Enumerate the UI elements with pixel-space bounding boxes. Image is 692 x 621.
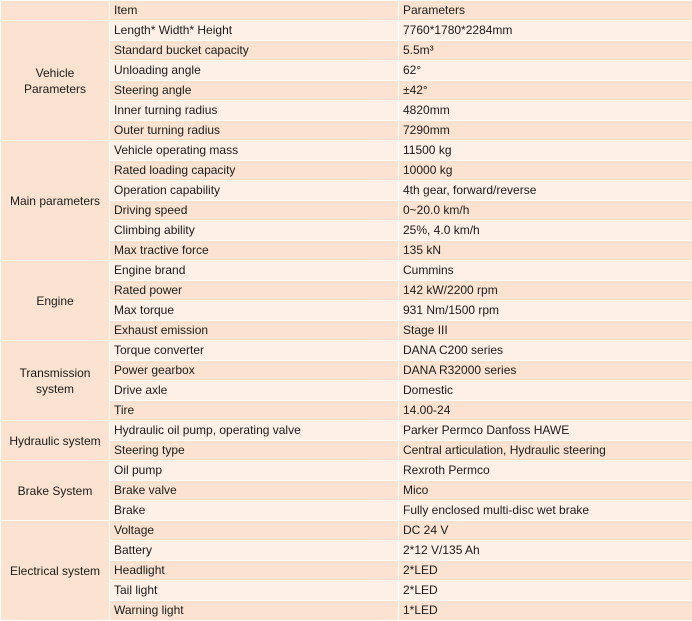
value-cell: 10000 kg: [399, 161, 692, 181]
value-cell: 931 Nm/1500 rpm: [399, 301, 692, 321]
header-group-cell: [1, 1, 110, 21]
item-cell: Torque converter: [110, 341, 399, 361]
group-label: Transmission system: [1, 341, 110, 421]
value-cell: Central articulation, Hydraulic steering: [399, 441, 692, 461]
item-cell: Voltage: [110, 521, 399, 541]
item-cell: Climbing ability: [110, 221, 399, 241]
value-cell: 2*LED: [399, 561, 692, 581]
group-label: Electrical system: [1, 521, 110, 621]
value-cell: 4th gear, forward/reverse: [399, 181, 692, 201]
value-cell: 5.5m³: [399, 41, 692, 61]
item-cell: Tail light: [110, 581, 399, 601]
table-row: [1, 341, 692, 361]
table-header-row: [1, 1, 692, 21]
group-label: Brake System: [1, 461, 110, 521]
item-cell: Tire: [110, 401, 399, 421]
item-cell: Unloading angle: [110, 61, 399, 81]
item-cell: Driving speed: [110, 201, 399, 221]
value-cell: DANA C200 series: [399, 341, 692, 361]
item-cell: Warning light: [110, 601, 399, 621]
item-cell: Rated power: [110, 281, 399, 301]
item-cell: Battery: [110, 541, 399, 561]
item-cell: Headlight: [110, 561, 399, 581]
item-cell: Hydraulic oil pump, operating valve: [110, 421, 399, 441]
table-row: [1, 21, 692, 41]
value-cell: 142 kW/2200 rpm: [399, 281, 692, 301]
value-cell: 11500 kg: [399, 141, 692, 161]
item-cell: Operation capability: [110, 181, 399, 201]
group-label: Vehicle Parameters: [1, 21, 110, 141]
table-row: [1, 141, 692, 161]
table-row: [1, 461, 692, 481]
item-cell: Brake valve: [110, 481, 399, 501]
item-cell: Vehicle operating mass: [110, 141, 399, 161]
item-cell: Rated loading capacity: [110, 161, 399, 181]
item-cell: Brake: [110, 501, 399, 521]
group-label: Hydraulic system: [1, 421, 110, 461]
value-cell: Stage III: [399, 321, 692, 341]
item-cell: Engine brand: [110, 261, 399, 281]
item-cell: Outer turning radius: [110, 121, 399, 141]
item-cell: Max torque: [110, 301, 399, 321]
value-cell: 25%, 4.0 km/h: [399, 221, 692, 241]
value-cell: DC 24 V: [399, 521, 692, 541]
value-cell: Rexroth Permco: [399, 461, 692, 481]
value-cell: Mico: [399, 481, 692, 501]
spec-table-body: [1, 1, 692, 621]
value-cell: 7760*1780*2284mm: [399, 21, 692, 41]
value-cell: Parker Permco Danfoss HAWE: [399, 421, 692, 441]
value-cell: Cummins: [399, 261, 692, 281]
table-row: [1, 521, 692, 541]
group-label: Main parameters: [1, 141, 110, 261]
item-cell: Oil pump: [110, 461, 399, 481]
header-parameters: Parameters: [399, 1, 692, 21]
item-cell: Inner turning radius: [110, 101, 399, 121]
value-cell: 14.00-24: [399, 401, 692, 421]
item-cell: Steering angle: [110, 81, 399, 101]
item-cell: Power gearbox: [110, 361, 399, 381]
item-cell: Steering type: [110, 441, 399, 461]
value-cell: 7290mm: [399, 121, 692, 141]
value-cell: 135 kN: [399, 241, 692, 261]
value-cell: Fully enclosed multi-disc wet brake: [399, 501, 692, 521]
value-cell: 2*12 V/135 Ah: [399, 541, 692, 561]
value-cell: 1*LED: [399, 601, 692, 621]
header-item: Item: [110, 1, 399, 21]
item-cell: Standard bucket capacity: [110, 41, 399, 61]
value-cell: DANA R32000 series: [399, 361, 692, 381]
item-cell: Drive axle: [110, 381, 399, 401]
group-label: Engine: [1, 261, 110, 341]
value-cell: 0~20.0 km/h: [399, 201, 692, 221]
item-cell: Length* Width* Height: [110, 21, 399, 41]
value-cell: 62°: [399, 61, 692, 81]
item-cell: Exhaust emission: [110, 321, 399, 341]
value-cell: Domestic: [399, 381, 692, 401]
table-row: [1, 261, 692, 281]
value-cell: ±42°: [399, 81, 692, 101]
item-cell: Max tractive force: [110, 241, 399, 261]
value-cell: 4820mm: [399, 101, 692, 121]
table-row: [1, 421, 692, 441]
value-cell: 2*LED: [399, 581, 692, 601]
